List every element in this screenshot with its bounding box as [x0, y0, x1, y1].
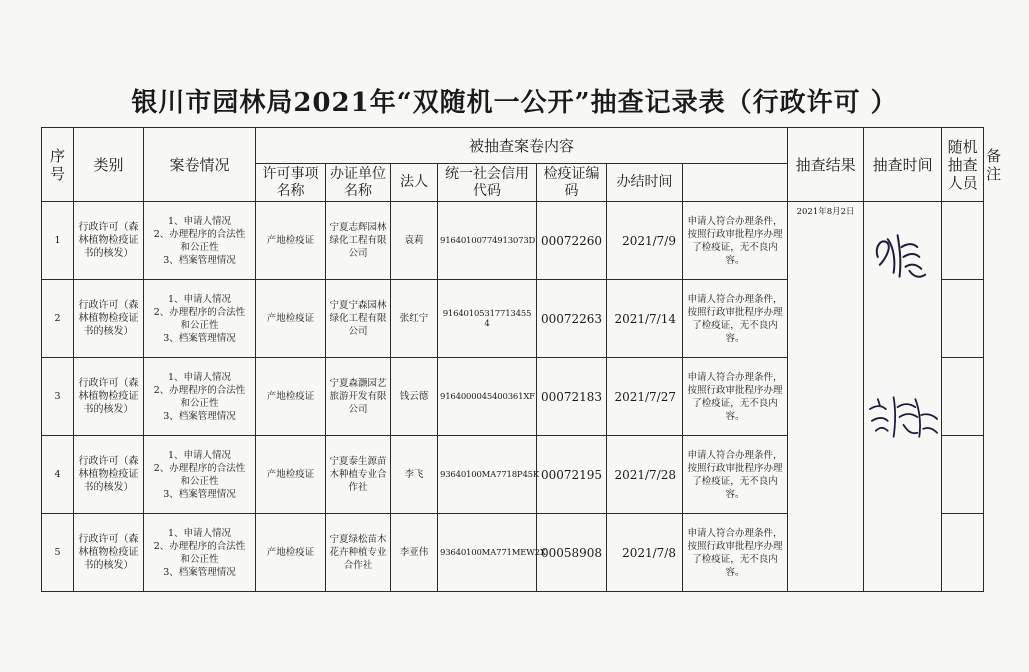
header-quarantine-no: 检疫证编码 — [537, 164, 607, 202]
situation-line: 2、办理程序的合法性 — [153, 462, 246, 474]
header-credit-code: 统一社会信用代码 — [438, 164, 537, 202]
row-no: 5 — [42, 514, 74, 592]
inspection-record-table: 序号 类别 案卷情况 被抽查案卷内容 抽查结果 抽查时间 随机抽查人员 备注 许可事项名称 办证单位名称 法人 统一社会信用代码 检疫证编码 办结时间 1 行政许可（森林植物检疫证书的核发） 1、申请人情况 2、办理程序的合法性 和公正性 3、档案管理情况 产地检疫证 宁夏志辉园林绿化工程有限公司 袁莉 91640100774913073D 00072260 2021/7/9 申请人符合办理条件，按照行政审批程序办理了检疫证，无不良内容。 2021年8月2日 2 行政许可（森林植物检疫证书的核发） 1、申请人情况 2、办理程序的合法性 和公正性 3、档案管理情况 产地检疫证 宁夏宁森园林绿化工程有限公司 张红宁 91640105317713455 4 00072263 2021/7/14 申请人符合办理条件，按照行政审批程序办理了检疫证，无不良内容。 3 行政许可（森林植物检疫证书的核发） 1、申请人情况 2、办理程序的合法性 和公正性 3、档案管理情况 产地检疫证 宁夏森灏园艺旅游开发有限公司 钱云德 9164000045400361XF 00072183 2021/7/27 申请人符合办理条件，按照行政审批程序办理了检疫证，无不良内容。 4 行政许可（森林植物检疫证书的核发） 1、申请人情况 2、办理程序的合法性 和公正性 3、档案管理情况 产地检疫证 宁夏泰生源苗木种植专业合作社 李飞 93640100MA7718P45K 00072195 2021/7/28 申请人符合办理条件，按照行政审批程序办理了检疫证，无不良内容。 5 行政许可（森林植物检疫证书的核发） 1、申请人情况 2、办理程序的合法性 和公正性 3、档案管理情况 产地检疫证 宁夏绿松苗木花卉种植专业合作社 李亚伟 93640100MA771MEW2X 00058908 2021/7/8 申请人符合办理条件，按照行政审批程序办理了检疫证，无不良内容。 — [41, 127, 984, 592]
situation-line: 1、申请人情况 — [167, 215, 232, 227]
row-situation — [144, 358, 256, 436]
row-credit-code: 91640100774913073D — [438, 202, 537, 280]
row-remarks — [942, 514, 984, 592]
situation-line: 2、办理程序的合法性 — [153, 306, 246, 318]
row-credit-code: 91640105317713455 4 — [438, 280, 537, 358]
header-no: 序号 — [42, 128, 74, 202]
situation-line: 3、档案管理情况 — [163, 566, 236, 578]
row-permit-item: 产地检疫证 — [256, 280, 326, 358]
header-inspected-content: 被抽查案卷内容 — [256, 128, 788, 164]
row-result: 申请人符合办理条件，按照行政审批程序办理了检疫证，无不良内容。 — [683, 436, 788, 514]
row-legal-person: 钱云德 — [391, 358, 438, 436]
row-unit: 宁夏绿松苗木花卉种植专业合作社 — [326, 514, 391, 592]
row-category: 行政许可（森林植物检疫证书的核发） — [74, 202, 144, 280]
row-category: 行政许可（森林植物检疫证书的核发） — [74, 358, 144, 436]
situation-line: 2、办理程序的合法性 — [153, 384, 246, 396]
row-legal-person: 李亚伟 — [391, 514, 438, 592]
row-unit: 宁夏森灏园艺旅游开发有限公司 — [326, 358, 391, 436]
row-completion-date: 2021/7/27 — [607, 358, 683, 436]
row-legal-person: 张红宁 — [391, 280, 438, 358]
row-remarks — [942, 202, 984, 280]
row-situation — [144, 280, 256, 358]
row-remarks — [942, 358, 984, 436]
row-quarantine-no: 00072195 — [537, 436, 607, 514]
situation-line: 2、办理程序的合法性 — [153, 228, 246, 240]
signature-2 — [864, 374, 941, 454]
header-inspection-result: 抽查结果 — [788, 128, 864, 202]
row-situation — [144, 436, 256, 514]
row-completion-date: 2021/7/28 — [607, 436, 683, 514]
header-inspectors: 随机抽查人员 — [942, 128, 984, 202]
situation-line: 3、档案管理情况 — [163, 410, 236, 422]
header-handling-unit: 办证单位名称 — [326, 164, 391, 202]
row-credit-code: 9164000045400361XF — [438, 358, 537, 436]
row-quarantine-no: 00072183 — [537, 358, 607, 436]
header-permit-item: 许可事项名称 — [256, 164, 326, 202]
row-unit: 宁夏志辉园林绿化工程有限公司 — [326, 202, 391, 280]
signature-1 — [864, 212, 941, 292]
header-legal-person: 法人 — [391, 164, 438, 202]
header-completion-date: 办结时间 — [607, 164, 683, 202]
row-completion-date: 2021/7/14 — [607, 280, 683, 358]
row-quarantine-no: 00058908 — [537, 514, 607, 592]
inspection-date: 2021年8月2日 — [788, 202, 864, 592]
situation-line: 和公正性 — [180, 553, 219, 565]
situation-line: 和公正性 — [180, 397, 219, 409]
row-legal-person: 李飞 — [391, 436, 438, 514]
row-result: 申请人符合办理条件，按照行政审批程序办理了检疫证，无不良内容。 — [683, 358, 788, 436]
row-permit-item: 产地检疫证 — [256, 514, 326, 592]
row-legal-person: 袁莉 — [391, 202, 438, 280]
situation-line: 和公正性 — [180, 241, 219, 253]
row-no: 4 — [42, 436, 74, 514]
header-inspection-time: 抽查时间 — [864, 128, 942, 202]
header-category: 类别 — [74, 128, 144, 202]
row-no: 3 — [42, 358, 74, 436]
row-result: 申请人符合办理条件，按照行政审批程序办理了检疫证，无不良内容。 — [683, 280, 788, 358]
header-case-situation: 案卷情况 — [144, 128, 256, 202]
row-completion-date: 2021/7/8 — [607, 514, 683, 592]
situation-line: 1、申请人情况 — [167, 449, 232, 461]
inspectors-signatures — [864, 202, 942, 592]
row-credit-code: 93640100MA7718P45K — [438, 436, 537, 514]
row-quarantine-no: 00072260 — [537, 202, 607, 280]
row-permit-item: 产地检疫证 — [256, 358, 326, 436]
row-category: 行政许可（森林植物检疫证书的核发） — [74, 514, 144, 592]
row-unit: 宁夏泰生源苗木种植专业合作社 — [326, 436, 391, 514]
row-result: 申请人符合办理条件，按照行政审批程序办理了检疫证，无不良内容。 — [683, 514, 788, 592]
row-category: 行政许可（森林植物检疫证书的核发） — [74, 436, 144, 514]
row-no: 2 — [42, 280, 74, 358]
row-permit-item: 产地检疫证 — [256, 436, 326, 514]
row-category: 行政许可（森林植物检疫证书的核发） — [74, 280, 144, 358]
page-title: 银川市园林局2021年“双随机一公开”抽查记录表（行政许可 ） — [131, 88, 898, 118]
row-credit-code: 93640100MA771MEW2X — [438, 514, 537, 592]
row-permit-item: 产地检疫证 — [256, 202, 326, 280]
row-quarantine-no: 00072263 — [537, 280, 607, 358]
row-no: 1 — [42, 202, 74, 280]
situation-line: 1、申请人情况 — [167, 527, 232, 539]
situation-line: 1、申请人情况 — [167, 293, 232, 305]
situation-line: 和公正性 — [180, 319, 219, 331]
row-remarks — [942, 436, 984, 514]
situation-line: 1、申请人情况 — [167, 371, 232, 383]
row-result: 申请人符合办理条件，按照行政审批程序办理了检疫证，无不良内容。 — [683, 202, 788, 280]
situation-line: 3、档案管理情况 — [163, 332, 236, 344]
row-situation — [144, 202, 256, 280]
row-unit: 宁夏宁森园林绿化工程有限公司 — [326, 280, 391, 358]
row-situation — [144, 514, 256, 592]
situation-line: 3、档案管理情况 — [163, 488, 236, 500]
situation-line: 2、办理程序的合法性 — [153, 540, 246, 552]
situation-line: 和公正性 — [180, 475, 219, 487]
table-row — [42, 202, 984, 280]
row-completion-date: 2021/7/9 — [607, 202, 683, 280]
situation-line: 3、档案管理情况 — [163, 254, 236, 266]
row-remarks — [942, 280, 984, 358]
